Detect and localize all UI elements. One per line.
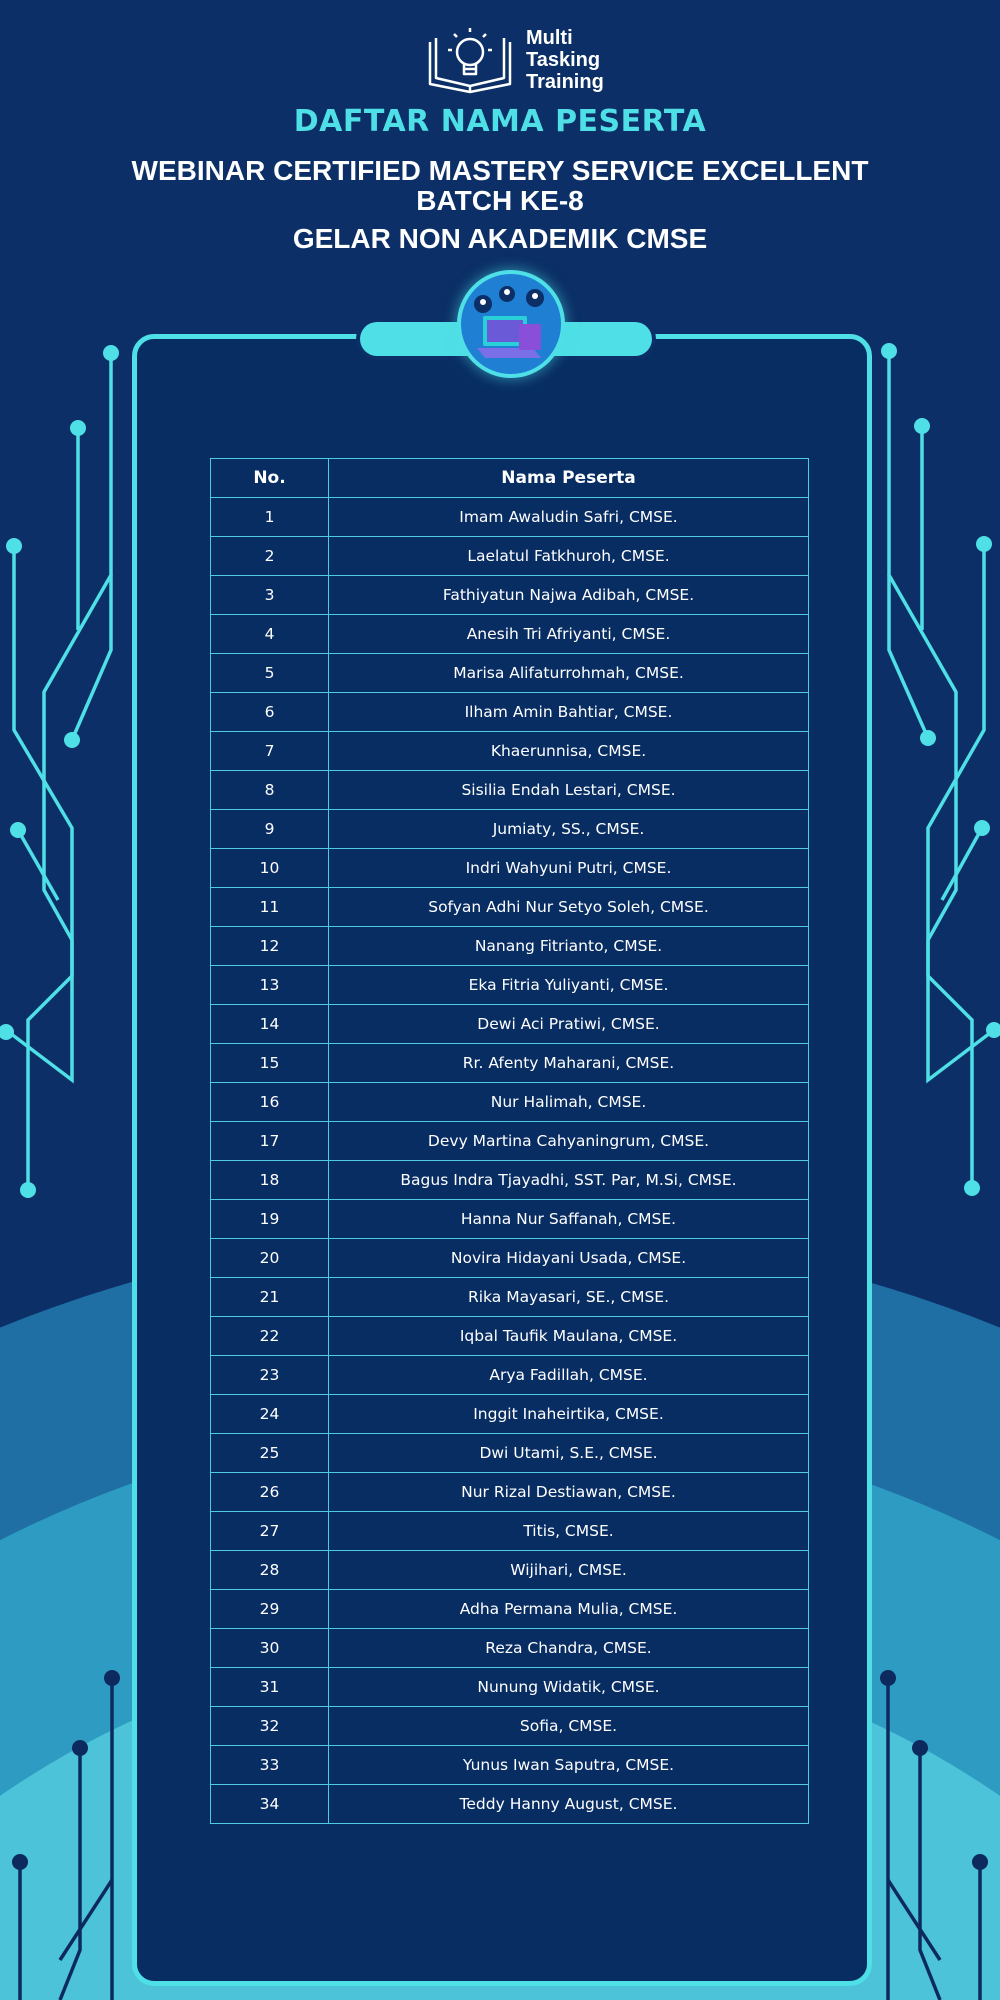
participant-number: 33 bbox=[211, 1746, 329, 1785]
participant-name: Marisa Alifaturrohmah, CMSE. bbox=[329, 654, 809, 693]
participant-name: Nunung Widatik, CMSE. bbox=[329, 1668, 809, 1707]
participant-name: Titis, CMSE. bbox=[329, 1512, 809, 1551]
table-row bbox=[211, 1629, 809, 1668]
table-header-row bbox=[211, 459, 809, 498]
participant-name: Anesih Tri Afriyanti, CMSE. bbox=[329, 615, 809, 654]
laptop-people-icon bbox=[461, 274, 561, 374]
participant-number: 16 bbox=[211, 1083, 329, 1122]
participant-name: Khaerunnisa, CMSE. bbox=[329, 732, 809, 771]
participant-name: Hanna Nur Saffanah, CMSE. bbox=[329, 1200, 809, 1239]
participant-number: 6 bbox=[211, 693, 329, 732]
participant-number: 5 bbox=[211, 654, 329, 693]
participant-name: Sofia, CMSE. bbox=[329, 1707, 809, 1746]
table-row bbox=[211, 1005, 809, 1044]
participant-name: Sisilia Endah Lestari, CMSE. bbox=[329, 771, 809, 810]
participant-number: 25 bbox=[211, 1434, 329, 1473]
participant-name: Inggit Inaheirtika, CMSE. bbox=[329, 1395, 809, 1434]
table-row bbox=[211, 1512, 809, 1551]
table-row bbox=[211, 888, 809, 927]
brand-name bbox=[526, 27, 604, 93]
brand-name-line: Training bbox=[526, 71, 604, 93]
participant-number: 28 bbox=[211, 1551, 329, 1590]
participant-name: Wijihari, CMSE. bbox=[329, 1551, 809, 1590]
participant-table bbox=[210, 458, 809, 1824]
event-title-line1: WEBINAR CERTIFIED MASTERY SERVICE EXCELLENT bbox=[131, 155, 869, 186]
participant-number: 13 bbox=[211, 966, 329, 1005]
table-row bbox=[211, 771, 809, 810]
participant-name: Eka Fitria Yuliyanti, CMSE. bbox=[329, 966, 809, 1005]
participant-number: 1 bbox=[211, 498, 329, 537]
table-row bbox=[211, 537, 809, 576]
degree-title: GELAR NON AKADEMIK CMSE bbox=[292, 223, 708, 254]
participant-name: Rika Mayasari, SE., CMSE. bbox=[329, 1278, 809, 1317]
participant-number: 17 bbox=[211, 1122, 329, 1161]
circuit-lines-left bbox=[6, 354, 111, 1190]
participant-rows bbox=[211, 498, 809, 1824]
participant-number: 20 bbox=[211, 1239, 329, 1278]
table-row bbox=[211, 1161, 809, 1200]
participant-name: Rr. Afenty Maharani, CMSE. bbox=[329, 1044, 809, 1083]
participant-number: 22 bbox=[211, 1317, 329, 1356]
table-row bbox=[211, 1785, 809, 1824]
participant-name: Ilham Amin Bahtiar, CMSE. bbox=[329, 693, 809, 732]
table-row bbox=[211, 1239, 809, 1278]
participant-name: Devy Martina Cahyaningrum, CMSE. bbox=[329, 1122, 809, 1161]
participant-number: 34 bbox=[211, 1785, 329, 1824]
table-row bbox=[211, 1083, 809, 1122]
page-title: DAFTAR NAMA PESERTA bbox=[293, 104, 707, 139]
participant-name: Teddy Hanny August, CMSE. bbox=[329, 1785, 809, 1824]
table-row bbox=[211, 1395, 809, 1434]
participant-name: Jumiaty, SS., CMSE. bbox=[329, 810, 809, 849]
participant-number: 30 bbox=[211, 1629, 329, 1668]
participant-name: Iqbal Taufik Maulana, CMSE. bbox=[329, 1317, 809, 1356]
participant-name: Novira Hidayani Usada, CMSE. bbox=[329, 1239, 809, 1278]
participant-name: Laelatul Fatkhuroh, CMSE. bbox=[329, 537, 809, 576]
table-row bbox=[211, 1551, 809, 1590]
table-row bbox=[211, 1473, 809, 1512]
participant-number: 29 bbox=[211, 1590, 329, 1629]
participant-name: Fathiyatun Najwa Adibah, CMSE. bbox=[329, 576, 809, 615]
brand-name-line: Multi bbox=[526, 27, 573, 49]
participant-number: 19 bbox=[211, 1200, 329, 1239]
participant-number: 7 bbox=[211, 732, 329, 771]
participant-number: 9 bbox=[211, 810, 329, 849]
participant-number: 11 bbox=[211, 888, 329, 927]
table-row bbox=[211, 966, 809, 1005]
participant-number: 24 bbox=[211, 1395, 329, 1434]
participant-number: 15 bbox=[211, 1044, 329, 1083]
participant-number: 18 bbox=[211, 1161, 329, 1200]
participant-number: 27 bbox=[211, 1512, 329, 1551]
participant-name: Imam Awaludin Safri, CMSE. bbox=[329, 498, 809, 537]
table-row bbox=[211, 1668, 809, 1707]
circuit-lines-right bbox=[889, 351, 994, 1188]
participant-number: 12 bbox=[211, 927, 329, 966]
participant-number: 3 bbox=[211, 576, 329, 615]
table-row bbox=[211, 1746, 809, 1785]
participant-name: Nur Halimah, CMSE. bbox=[329, 1083, 809, 1122]
participant-number: 10 bbox=[211, 849, 329, 888]
table-row bbox=[211, 732, 809, 771]
column-header-no: No. bbox=[211, 459, 329, 498]
table-row bbox=[211, 1200, 809, 1239]
participant-name: Nanang Fitrianto, CMSE. bbox=[329, 927, 809, 966]
table-row bbox=[211, 849, 809, 888]
participant-name: Reza Chandra, CMSE. bbox=[329, 1629, 809, 1668]
participant-number: 23 bbox=[211, 1356, 329, 1395]
event-title-line2: BATCH KE-8 bbox=[416, 185, 584, 216]
table-row bbox=[211, 1356, 809, 1395]
table-row bbox=[211, 1044, 809, 1083]
participant-name: Adha Permana Mulia, CMSE. bbox=[329, 1590, 809, 1629]
table-row bbox=[211, 498, 809, 537]
participant-number: 14 bbox=[211, 1005, 329, 1044]
participant-number: 21 bbox=[211, 1278, 329, 1317]
table-row bbox=[211, 576, 809, 615]
participant-number: 2 bbox=[211, 537, 329, 576]
participant-name: Dewi Aci Pratiwi, CMSE. bbox=[329, 1005, 809, 1044]
table-row bbox=[211, 1434, 809, 1473]
participant-name: Nur Rizal Destiawan, CMSE. bbox=[329, 1473, 809, 1512]
table-row bbox=[211, 1317, 809, 1356]
participant-number: 31 bbox=[211, 1668, 329, 1707]
table-row bbox=[211, 810, 809, 849]
brand-logo bbox=[426, 22, 626, 98]
participant-name: Dwi Utami, S.E., CMSE. bbox=[329, 1434, 809, 1473]
participant-name: Yunus Iwan Saputra, CMSE. bbox=[329, 1746, 809, 1785]
table-row bbox=[211, 927, 809, 966]
brand-name-line: Tasking bbox=[526, 49, 601, 71]
circuit-dots-right bbox=[881, 343, 1000, 1196]
participant-name: Arya Fadillah, CMSE. bbox=[329, 1356, 809, 1395]
table-row bbox=[211, 615, 809, 654]
table-row bbox=[211, 1122, 809, 1161]
participant-name: Bagus Indra Tjayadhi, SST. Par, M.Si, CMSE. bbox=[329, 1161, 809, 1200]
participant-number: 32 bbox=[211, 1707, 329, 1746]
table-row bbox=[211, 693, 809, 732]
lightbulb-book-icon bbox=[426, 22, 514, 98]
participant-number: 4 bbox=[211, 615, 329, 654]
table-row bbox=[211, 654, 809, 693]
participant-name: Sofyan Adhi Nur Setyo Soleh, CMSE. bbox=[329, 888, 809, 927]
participant-number: 8 bbox=[211, 771, 329, 810]
table-row bbox=[211, 1707, 809, 1746]
table-row bbox=[211, 1590, 809, 1629]
participant-name: Indri Wahyuni Putri, CMSE. bbox=[329, 849, 809, 888]
participant-number: 26 bbox=[211, 1473, 329, 1512]
table-row bbox=[211, 1278, 809, 1317]
column-header-name: Nama Peserta bbox=[329, 459, 809, 498]
tech-illustration-badge bbox=[457, 270, 565, 378]
